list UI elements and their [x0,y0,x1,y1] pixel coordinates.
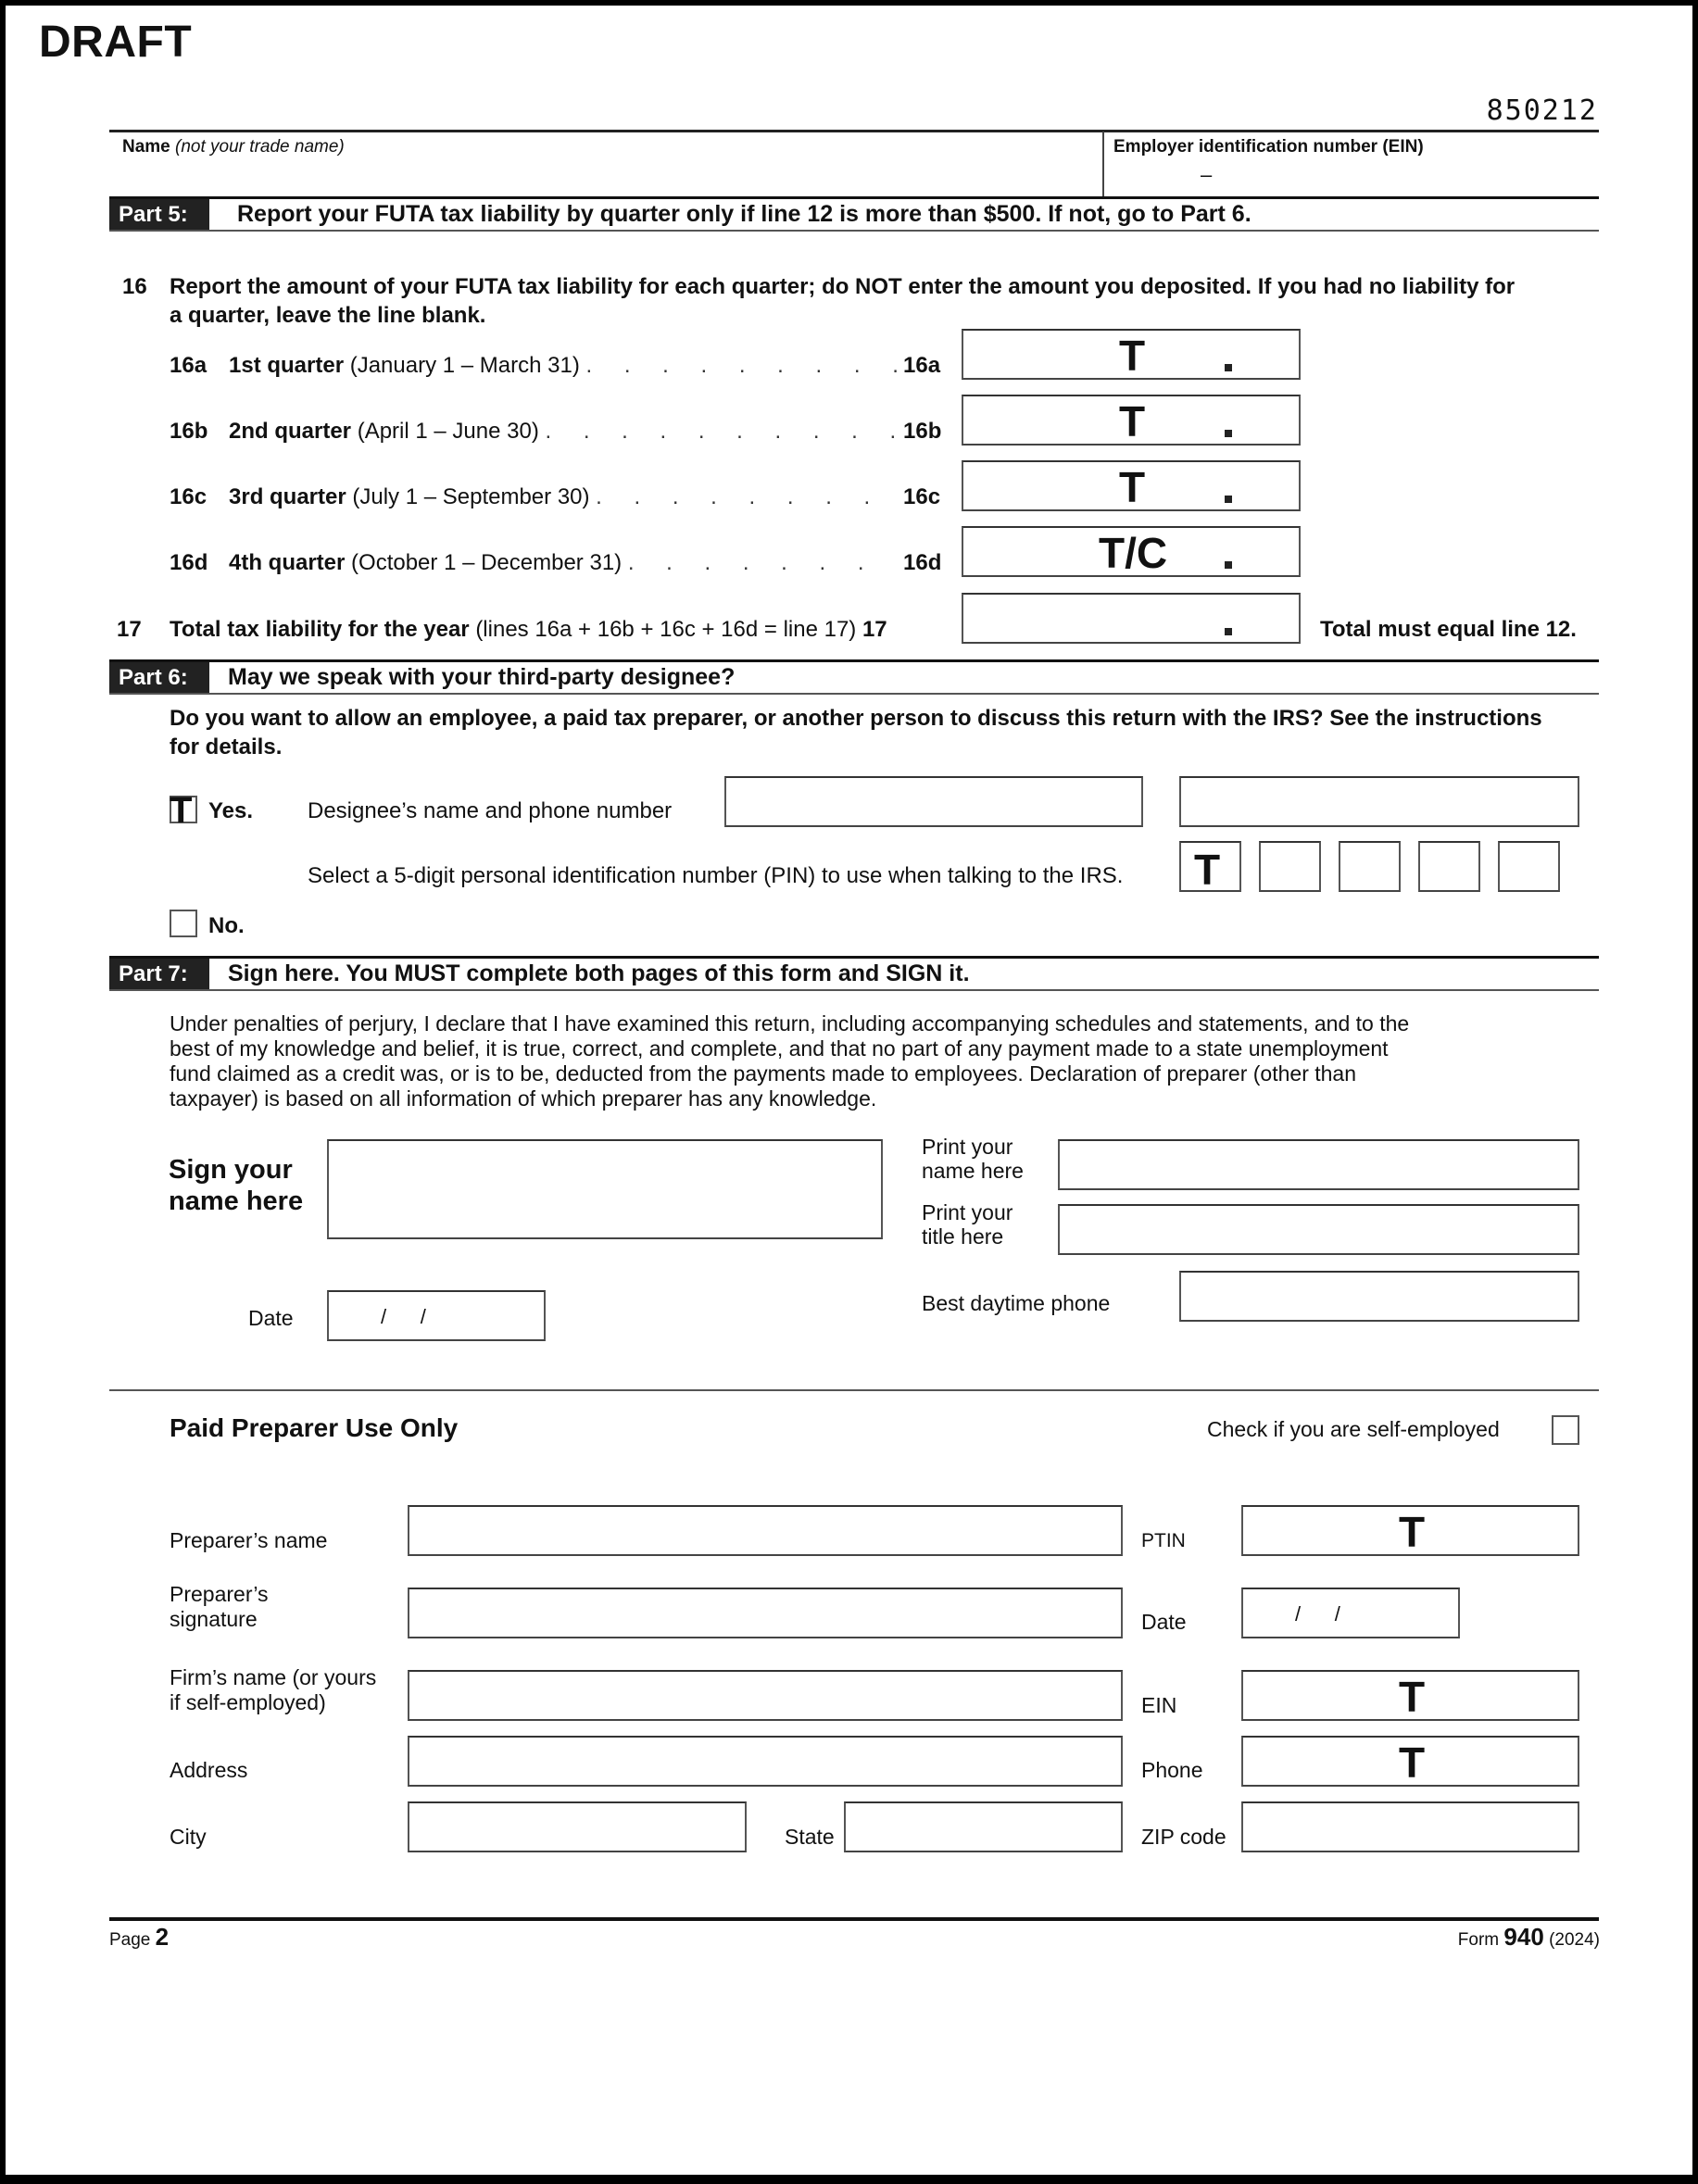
line16-number: 16 [122,274,147,299]
zip-field[interactable] [1241,1801,1579,1852]
perjury-declaration: Under penalties of perjury, I declare that I have examined this return, including accompanying schedules and statements, and to the best of my knowledge and belief, it is true, correct, and complete, and that no part of any payment made to a state unemployment fund claimed as a credit was, or is to be, deducted from the payments made to employees. Declaration of preparer (other than taxpayer) is based on all information of which preparer has any knowledge. [170,1011,1410,1111]
ptin-field[interactable] [1241,1505,1579,1556]
form-code: 850212 [1486,94,1598,127]
text-cursor-marker: T [1119,463,1146,511]
page-number: Page 2 [109,1923,170,1951]
pin-label: Select a 5-digit personal identification number (PIN) to use when talking to the IRS. [308,863,1124,888]
preparer-date-label: Date [1141,1610,1187,1634]
sign-here-label: Sign your name here [169,1155,304,1216]
part7-title: Sign here. You MUST complete both pages of this form and SIGN it. [228,960,970,986]
pin-digit-4[interactable] [1418,841,1480,892]
firm-ein-label: EIN [1141,1693,1177,1717]
pin-digit-3[interactable] [1339,841,1401,892]
ptin-label: PTIN [1141,1530,1186,1551]
header-divider [1102,132,1104,196]
pin-digit-1[interactable] [1179,841,1241,892]
print-name-label: Print your name here [922,1135,1024,1183]
firm-phone-field[interactable] [1241,1736,1579,1787]
quarter-label: 2nd quarter (April 1 – June 30) . . . . . . . . . . [229,419,910,444]
quarter-label: 3rd quarter (July 1 – September 30) . . . . . . . . [229,484,884,509]
preparer-signature-field[interactable] [408,1588,1123,1638]
part6-header [109,659,1599,695]
line-code-right: 16c [903,484,941,509]
line-code: 16b [170,419,208,444]
no-checkbox[interactable] [170,910,197,937]
text-cursor-marker: T [1194,846,1221,894]
part6-title: May we speak with your third-party designee? [228,664,736,690]
date-label: Date [248,1306,294,1330]
line17-label: Total tax liability for the year (lines 16a + 16b + 16c + 16d = line 17) 17 [170,617,887,642]
line-code-right: 16d [903,550,942,575]
address-field[interactable] [408,1736,1123,1787]
line-code-right: 16a [903,353,941,378]
line17-note: Total must equal line 12. [1320,617,1577,642]
firm-name-field[interactable] [408,1670,1123,1721]
form-identifier: Form 940 (2024) [1457,1923,1600,1951]
preparer-name-field[interactable] [408,1505,1123,1556]
date-slashes: / / [1295,1602,1340,1625]
preparer-signature-label: Preparer’s signature [170,1582,269,1631]
decimal-point [1225,561,1232,569]
print-title-field[interactable] [1058,1204,1579,1255]
address-label: Address [170,1758,248,1782]
print-title-label: Print your title here [922,1200,1013,1249]
part6-question: Do you want to allow an employee, a paid tax preparer, or another person to discuss this return with the IRS? See the instructions for details. [170,706,1542,759]
line-code: 16d [170,550,208,575]
line17-total-field[interactable] [962,593,1301,644]
decimal-point [1225,496,1232,503]
draft-watermark: DRAFT [39,18,193,67]
paid-preparer-title: Paid Preparer Use Only [170,1413,459,1442]
quarter-row-16a [0,329,1698,384]
part6-badge: Part 6: [109,662,209,693]
part7-badge: Part 7: [109,959,209,989]
pin-digit-2[interactable] [1259,841,1321,892]
text-cursor-marker: T [1119,397,1146,446]
ein-field-label: Employer identification number (EIN) [1113,137,1424,157]
quarter-row-16d [0,526,1698,582]
quarter-16c-amount-field[interactable] [962,460,1301,511]
quarter-16d-amount-field[interactable] [962,526,1301,577]
line17-row [0,593,1698,648]
signature-field[interactable] [327,1139,883,1239]
zip-label: ZIP code [1141,1825,1226,1849]
text-cursor-marker: T/C [1099,529,1168,577]
part5-badge: Part 5: [109,199,209,230]
text-cursor-marker: T [1399,1738,1426,1787]
quarter-16b-amount-field[interactable] [962,395,1301,446]
city-field[interactable] [408,1801,747,1852]
designee-phone-field[interactable] [1179,776,1579,827]
header-top-rule [109,130,1599,132]
text-cursor-marker: T [170,790,193,831]
ein-separator: – [1201,163,1213,186]
text-cursor-marker: T [1399,1508,1426,1556]
line-code: 16c [170,484,208,509]
part5-title: Report your FUTA tax liability by quarter only if line 12 is more than $500. If not, go to Part 6. [237,201,1251,227]
date-slashes: / / [381,1305,426,1328]
text-cursor-marker: T [1119,332,1146,380]
quarter-label: 4th quarter (October 1 – December 31) . . . . . . . [229,550,877,575]
daytime-phone-field[interactable] [1179,1271,1579,1322]
name-field-label: Name (not your trade name) [122,137,345,157]
quarter-label: 1st quarter (January 1 – March 31) . . . . . . . . . [229,353,912,378]
part5-header [109,196,1599,232]
self-employed-checkbox[interactable] [1552,1415,1579,1445]
designee-name-field[interactable] [724,776,1143,827]
pin-digit-5[interactable] [1498,841,1560,892]
yes-checkbox[interactable] [170,790,197,831]
line-code-right: 16b [903,419,942,444]
yes-label: Yes. [208,798,254,823]
self-employed-label: Check if you are self-employed [1207,1417,1500,1441]
preparer-divider [109,1389,1599,1391]
state-label: State [785,1825,835,1849]
print-name-field[interactable] [1058,1139,1579,1190]
part7-header [109,956,1599,991]
line16-instructions: Report the amount of your FUTA tax liability for each quarter; do NOT enter the amount you deposited. If you had no liability for a quarter, leave the line blank. [170,274,1516,328]
state-field[interactable] [844,1801,1123,1852]
no-label: No. [208,913,245,938]
decimal-point [1225,628,1232,635]
line17-number: 17 [117,617,142,642]
preparer-date-field[interactable] [1241,1588,1460,1638]
quarter-row-16b [0,395,1698,450]
preparer-name-label: Preparer’s name [170,1528,328,1552]
footer-rule [109,1917,1599,1921]
firm-ein-field[interactable] [1241,1670,1579,1721]
date-field[interactable] [327,1290,546,1341]
decimal-point [1225,430,1232,437]
name-field[interactable] [113,157,1099,195]
ein-field[interactable] [1108,157,1597,195]
firm-name-label: Firm’s name (or yours if self-employed) [170,1665,377,1714]
quarter-16a-amount-field[interactable] [962,329,1301,380]
decimal-point [1225,364,1232,371]
text-cursor-marker: T [1399,1673,1426,1721]
firm-phone-label: Phone [1141,1758,1203,1782]
line-code: 16a [170,353,208,378]
quarter-row-16c [0,460,1698,516]
daytime-phone-label: Best daytime phone [922,1291,1111,1315]
designee-label: Designee’s name and phone number [308,798,673,823]
city-label: City [170,1825,207,1849]
